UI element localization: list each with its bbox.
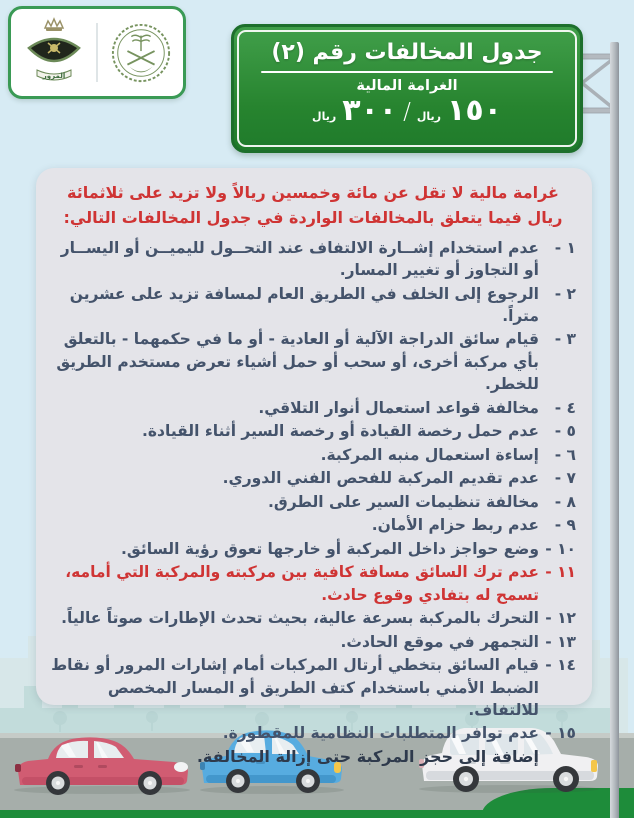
- violation-text: مخالفة تنظيمات السير على الطرق.: [267, 492, 539, 511]
- violation-item: [50, 514, 576, 536]
- violations-list: [50, 237, 576, 745]
- violation-item: [50, 631, 576, 653]
- violation-item: [50, 328, 576, 395]
- currency-label: ريال: [312, 109, 337, 123]
- violation-number: ١ -: [554, 238, 576, 257]
- road-sign: [231, 24, 583, 153]
- violation-number: ٥ -: [554, 422, 576, 441]
- amount-separator: /: [403, 98, 411, 125]
- violation-item: [50, 420, 576, 442]
- violation-text: الرجوع إلى الخلف في الطريق العام لمسافة تزيد على عشرين متراً.: [69, 284, 539, 325]
- violation-text: عدم حمل رخصة القيادة أو رخصة السير أثناء القيادة.: [142, 422, 539, 441]
- violation-text: قيام السائق بتخطي أرتال المركبات أمام إشارات المرور أو نقاط الضبط الأمني باستخدام كتف الطريق أو المسار المخصص للالتفاف.: [51, 656, 539, 719]
- violation-item: [50, 654, 576, 721]
- fine-max-amount: ٣٠٠: [342, 92, 398, 128]
- violation-text: إساءة استعمال منبه المركبة.: [320, 445, 539, 464]
- violation-item: [50, 444, 576, 466]
- violation-number: ٣ -: [554, 330, 576, 349]
- violation-number: ٩ -: [554, 516, 576, 535]
- violation-number: ٨ -: [554, 492, 576, 511]
- currency-label: ريال: [416, 109, 442, 123]
- violation-item: [50, 467, 576, 489]
- violation-number: ١١ -: [545, 563, 576, 582]
- violation-item: [50, 491, 576, 513]
- violation-text: التحرك بالمركبة بسرعة عالية، بحيث تحدث الإطارات صوتاً عالياً.: [61, 609, 539, 628]
- sign-divider: [261, 71, 553, 73]
- intro-text: غرامة مالية لا تقل عن مائة وخمسين ريالاً ولا تزيد على ثلاثمائة ريال فيما يتعلق بالمخالفات الواردة في جدول المخالفات التالي:: [63, 183, 563, 227]
- violation-number: ١٢ -: [545, 609, 576, 628]
- agency-logos: [8, 6, 186, 99]
- fine-amounts: [239, 92, 575, 128]
- violation-text: عدم تقديم المركبة للفحص الفني الدوري.: [222, 469, 539, 488]
- violation-number: ٤ -: [554, 398, 576, 417]
- violation-text: عدم توافر المتطلبات النظامية للمقطورة.: [222, 724, 539, 743]
- violation-number: ٢ -: [554, 284, 576, 303]
- impound-note: إضافة إلى حجز المركبة حتى إزالة المخالفة.: [196, 746, 539, 766]
- violation-number: ١٣ -: [545, 632, 576, 651]
- ministry-of-interior-logo: [110, 22, 172, 84]
- violation-number: ٦ -: [554, 445, 576, 464]
- violation-text: مخالفة قواعد استعمال أنوار التلاقي.: [258, 398, 539, 417]
- violation-text: عدم استخدام إشــارة الالتفاف عند التحــول لليميــن أو اليســار أو التجاوز أو تغيير المسار.: [60, 238, 539, 280]
- sign-pole: [610, 42, 619, 818]
- violation-text: عدم ربط حزام الأمان.: [371, 516, 539, 535]
- violation-item: [50, 283, 576, 328]
- fine-min-amount: ١٥٠: [447, 92, 502, 128]
- violation-number: ١٥ -: [545, 724, 576, 743]
- violation-number: ٧ -: [554, 469, 576, 488]
- violation-text: عدم ترك السائق مسافة كافية بين مركبته والمركبة التي أمامه، تسمح له بتفادي وقوع حادث.: [65, 563, 539, 604]
- violation-item: [50, 722, 576, 744]
- violation-number: ١٤ -: [545, 656, 576, 675]
- svg-text:المرور: المرور: [42, 71, 65, 80]
- violation-item: [50, 237, 576, 282]
- violation-item: [50, 561, 576, 606]
- fine-label: الغرامة المالية: [356, 77, 458, 94]
- violation-text: قيام سائق الدراجة الآلية أو العادية - أو ما في حكمهما - بالتعلق بأي مركبة أخرى، أو سحب أو حمل أشياء تعرض مستخدم الطريق للخطر.: [56, 330, 539, 394]
- violation-text: التجمهر في موقع الحادث.: [340, 632, 539, 651]
- road-sign-inner-border: [237, 30, 577, 147]
- logo-divider: [96, 23, 98, 82]
- violation-text: وضع حواجز داخل المركبة أو خارجها تعوق رؤية السائق.: [121, 539, 539, 558]
- sign-title: جدول المخالفات رقم (٢): [271, 40, 543, 65]
- violation-item: [50, 607, 576, 629]
- violation-item: [50, 397, 576, 419]
- violation-number: ١٠ -: [545, 539, 576, 558]
- violations-panel: [36, 168, 592, 766]
- violation-item: [50, 538, 576, 560]
- traffic-police-logo: [23, 14, 85, 92]
